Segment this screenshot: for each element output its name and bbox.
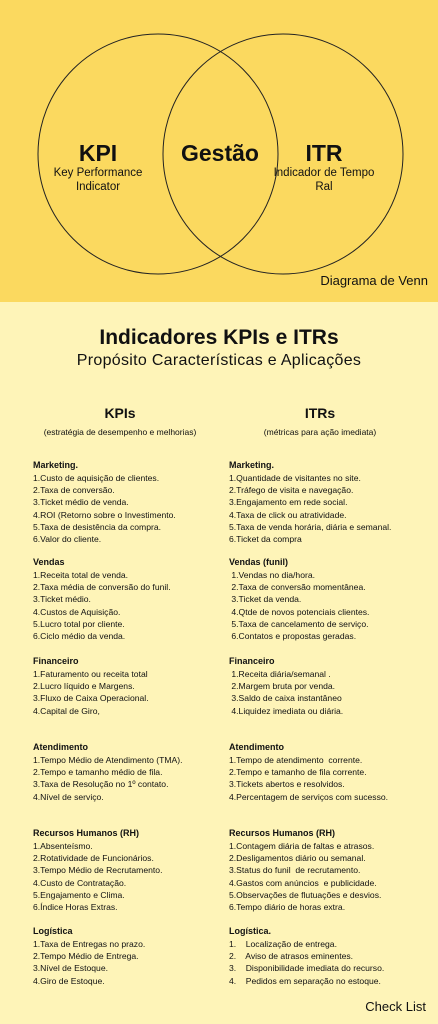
page-title: Indicadores KPIs e ITRs (99, 326, 339, 349)
list-item: 6.Ciclo médio da venda. (33, 631, 126, 642)
itr-section (229, 557, 429, 642)
list-item: 2.Lucro líquido e Margens. (33, 681, 135, 692)
venn-right-label (264, 140, 384, 194)
list-item: 4. Pedidos em separação no estoque. (229, 975, 381, 986)
list-item: 4.Taxa de click ou atratividade. (229, 509, 347, 520)
list-item: 1.Vendas no dia/hora. (229, 570, 316, 580)
kpi-section-list (33, 840, 223, 913)
itr-section (229, 828, 429, 913)
list-item: 3.Status do funil de recrutamento. (229, 865, 361, 876)
list-item: 2.Tráfego de visita e navegação. (229, 485, 354, 496)
list-item: 3.Tickets abertos e resolvidos. (229, 779, 345, 790)
list-item: 4.Custos de Aquisição. (33, 606, 121, 617)
itr-section-title: Marketing. (229, 460, 275, 470)
list-item: 1.Custo de aquisição de clientes. (33, 473, 160, 483)
list-item: 3.Ticket da venda. (229, 594, 302, 605)
kpi-section (33, 460, 223, 545)
list-item: 1.Tempo Médio de Atendimento (TMA). (33, 755, 183, 765)
list-item: 4.ROI (Retorno sobre o Investimento. (33, 509, 176, 520)
list-item: 2.Taxa média de conversão do funil. (33, 582, 171, 593)
list-item: 4.Giro de Estoque. (33, 975, 105, 986)
list-item: 4.Custo de Contratação. (33, 877, 127, 888)
list-item: 2.Tempo e tamanho de fila corrente. (229, 767, 367, 778)
list-item: 4.Percentagem de serviços com sucesso. (229, 791, 389, 802)
indicators-panel (0, 302, 438, 1024)
list-item: 3.Tempo Médio de Recrutamento. (33, 865, 163, 876)
list-item: 1.Receita diária/semanal . (229, 669, 331, 679)
venn-left-subtitle-line1: Key Performance (53, 167, 143, 179)
list-item: 2.Margem bruta por venda. (229, 681, 336, 692)
kpi-section (33, 926, 223, 987)
list-item: 1.Taxa de Entregas no prazo. (33, 939, 146, 949)
list-item: 3.Ticket médio de venda. (33, 497, 129, 508)
list-item: 3.Nível de Estoque. (33, 963, 109, 974)
kpi-section-title: Logística (33, 926, 73, 936)
list-item: 1.Quantidade de visitantes no site. (229, 473, 361, 483)
venn-right-subtitle-line2: Ral (315, 181, 333, 193)
kpi-section (33, 742, 223, 803)
kpi-section-title: Financeiro (33, 656, 79, 666)
itr-section-title: Atendimento (229, 742, 284, 752)
kpi-section-title: Vendas (33, 557, 65, 567)
venn-right-title: ITR (305, 140, 343, 166)
kpi-section (33, 828, 223, 913)
list-item: 2.Taxa de conversão momentânea. (229, 582, 366, 593)
list-item: 2.Rotatividade de Funcionários. (33, 853, 154, 864)
list-item: 5.Lucro total por cliente. (33, 618, 125, 629)
kpi-section (33, 557, 223, 642)
venn-caption: Diagrama de Venn (320, 273, 428, 288)
kpi-section-list (33, 668, 223, 717)
itr-section-list (229, 840, 429, 913)
list-item: 2. Aviso de atrasos eminentes. (229, 951, 354, 962)
itr-section-title: Vendas (funil) (229, 557, 289, 567)
itr-section (229, 656, 429, 717)
itr-column-subheading: (métricas para ação imediata) (263, 427, 377, 437)
list-item: 5.Observações de flutuações e desvios. (229, 889, 382, 900)
list-item: 4.Qtde de novos potenciais clientes. (229, 606, 370, 617)
itr-section-title: Financeiro (229, 656, 275, 666)
itr-section-list (229, 754, 429, 803)
kpi-section-list (33, 754, 223, 803)
kpi-column-heading: KPIs (104, 405, 136, 421)
list-item: 1.Contagem diária de faltas e atrasos. (229, 841, 375, 851)
itr-section (229, 460, 429, 545)
itr-column-heading: ITRs (304, 405, 336, 421)
list-item: 3.Ticket médio. (33, 594, 91, 605)
list-item: 6.Índice Horas Extras. (33, 902, 118, 913)
list-item: 2.Tempo Médio de Entrega. (33, 951, 139, 962)
itr-section-list (229, 668, 429, 717)
list-item: 5.Taxa de desistência da compra. (33, 521, 162, 532)
itr-section (229, 742, 429, 803)
page-subtitle: Propósito Características e Aplicações (76, 352, 362, 369)
list-item: 1. Localização de entrega. (229, 939, 337, 949)
kpi-section-list (33, 472, 223, 545)
list-item: 6.Ticket da compra (229, 534, 302, 545)
list-item: 1.Absenteísmo. (33, 841, 93, 851)
list-item: 1.Receita total de venda. (33, 570, 129, 580)
itr-section-title: Recursos Humanos (RH) (229, 828, 336, 838)
list-item: 4.Nível de serviço. (33, 791, 104, 802)
list-item: 5.Taxa de venda horária, diária e semanal. (229, 521, 392, 532)
checklist-label: Check List (365, 999, 426, 1014)
list-item: 1.Tempo de atendimento corrente. (229, 755, 363, 765)
list-item: 2.Desligamentos diário ou semanal. (229, 853, 366, 864)
kpi-section (33, 656, 223, 717)
itr-section-title: Logística. (229, 926, 272, 936)
list-item: 6.Valor do cliente. (33, 534, 102, 545)
venn-left-title: KPI (78, 140, 118, 166)
venn-left-subtitle-line2: Indicator (75, 181, 121, 193)
list-item: 4.Liquidez imediata ou diária. (229, 705, 344, 716)
list-item: 6.Tempo diário de horas extra. (229, 902, 346, 913)
kpi-section-title: Atendimento (33, 742, 88, 752)
kpi-column-subheading: (estratégia de desempenho e melhorias) (43, 427, 197, 437)
itr-section-list (229, 472, 429, 545)
venn-right-subtitle-line1: Indicador de Tempo (273, 167, 375, 179)
list-item: 3.Saldo de caixa instantâneo (229, 693, 342, 704)
list-item: 3.Engajamento em rede social. (229, 497, 348, 508)
list-item: 5.Taxa de cancelamento de serviço. (229, 618, 369, 629)
kpi-section-list (33, 938, 223, 987)
kpi-section-title: Marketing. (33, 460, 79, 470)
list-item: 5.Engajamento e Clima. (33, 889, 125, 900)
list-item: 4.Capital de Giro, (33, 705, 100, 716)
list-item: 2.Tempo e tamanho médio de fila. (33, 767, 163, 778)
list-item: 3.Taxa de Resolução no 1º contato. (33, 779, 169, 790)
venn-left-label (38, 140, 158, 194)
itr-section-list (229, 938, 429, 987)
list-item: 3.Fluxo de Caixa Operacional. (33, 693, 149, 704)
venn-center-label (160, 140, 280, 166)
list-item: 2.Taxa de conversão. (33, 485, 115, 496)
itr-section-list (229, 569, 429, 642)
kpi-section-title: Recursos Humanos (RH) (33, 828, 140, 838)
list-item: 1.Faturamento ou receita total (33, 669, 148, 679)
venn-center-title: Gestão (181, 140, 259, 166)
list-item: 6.Contatos e propostas geradas. (229, 631, 357, 642)
kpi-section-list (33, 569, 223, 642)
itr-section (229, 926, 429, 987)
list-item: 4.Gastos com anúncios e publicidade. (229, 877, 377, 888)
list-item: 3. Disponibilidade imediata do recurso. (229, 963, 385, 974)
venn-diagram-area (0, 0, 438, 302)
